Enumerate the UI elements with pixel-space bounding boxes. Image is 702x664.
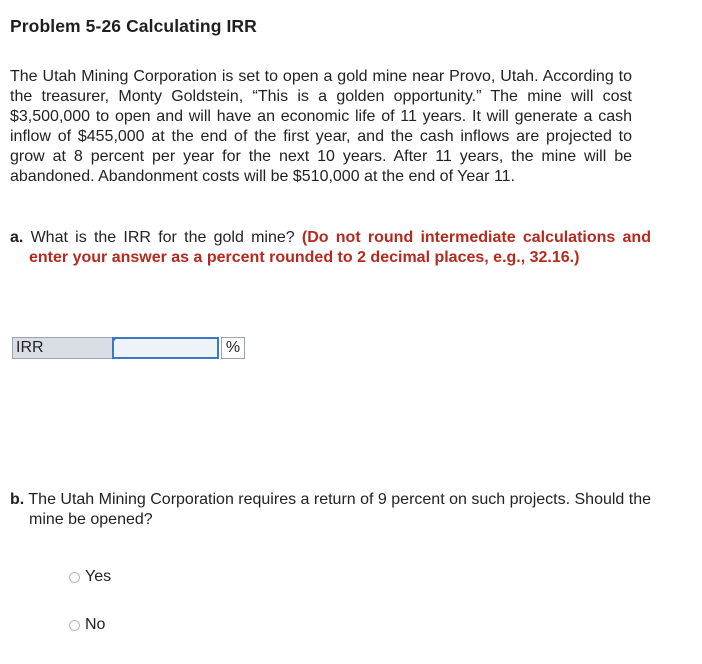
part-a-question-text: What is the IRR for the gold mine? (30, 229, 295, 246)
part-b-label: b. (10, 491, 25, 508)
radio-no-label[interactable]: No (85, 616, 106, 633)
part-b-question (10, 490, 651, 530)
problem-statement: The Utah Mining Corporation is set to open a gold mine near Provo, Utah. According to the treasurer, Monty Goldstein, “This is a golden opportunity.” The mine will cost $3,500,000 to open and will have an economic life of 11 years. It will generate a cash inflow of $455,000 at the end of the first year, and the cash inflows are projected to grow at 8 percent per year for the next 10 years. After 11 years, the mine will be abandoned. Abandonment costs will be $510,000 at the end of Year 11. (10, 68, 632, 185)
part-a-question (10, 228, 651, 268)
irr-label: IRR (12, 337, 113, 359)
problem-title: Problem 5-26 Calculating IRR (10, 16, 257, 36)
radio-yes-button[interactable] (69, 572, 80, 583)
radio-no-button[interactable] (69, 620, 80, 631)
irr-input[interactable] (112, 337, 219, 359)
irr-answer-row (12, 337, 245, 359)
radio-yes-label[interactable]: Yes (85, 568, 112, 585)
percent-unit: % (221, 337, 245, 359)
irr-input-wrapper (113, 337, 219, 359)
part-a-label: a. (10, 229, 24, 246)
part-a-instruction: (Do not round intermediate calculations and enter your answer as a percent rounded to 2 decimal places, e.g., 32.16.) (29, 229, 651, 266)
part-b-question-text: The Utah Mining Corporation requires a return of 9 percent on such projects. Should the mine be opened? (28, 491, 652, 528)
radio-option-yes[interactable] (69, 568, 111, 586)
radio-option-no[interactable] (69, 616, 105, 634)
